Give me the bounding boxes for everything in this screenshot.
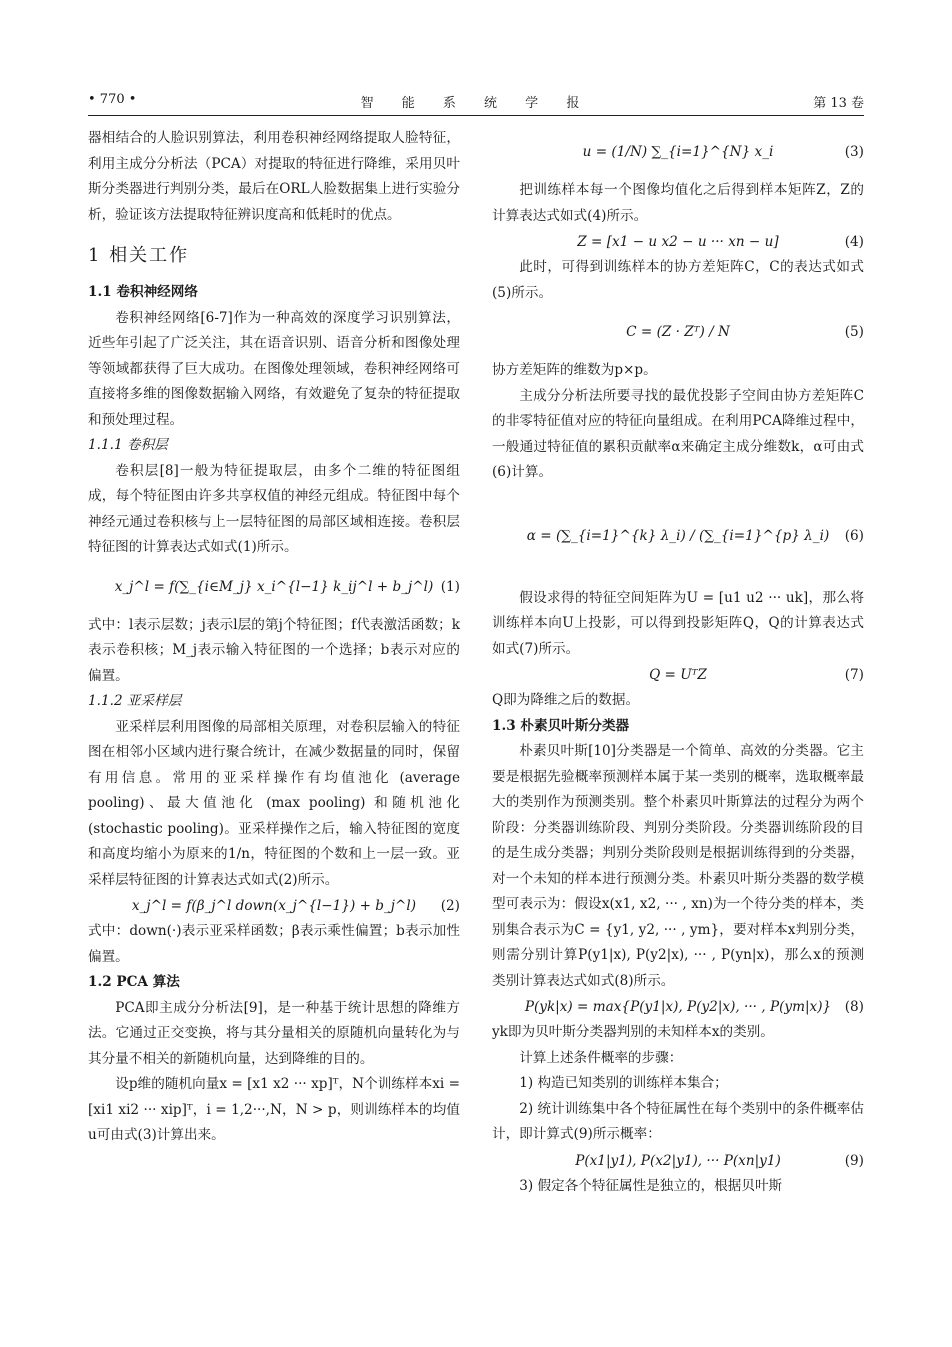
section-1-2-heading: 1.2 PCA 算法 bbox=[88, 974, 180, 990]
equation-4-body: Z = [x1 − u x2 − u ··· xn − u] bbox=[577, 234, 779, 250]
equation-3-number: (3) bbox=[844, 144, 864, 160]
paragraph-projection: 假设求得的特征空间矩阵为U = [u1 u2 ··· uk]，那么将训练样本向U上投影，可以得到投影矩阵Q，Q的计算表达式如式(7)所示。 bbox=[492, 589, 864, 657]
equation-9-number: (9) bbox=[844, 1152, 864, 1169]
volume-label: 第 13 卷 bbox=[813, 96, 864, 111]
paragraph-steps-intro: 计算上述条件概率的步骤： bbox=[519, 1049, 683, 1066]
equation-9-body: P(x1|y1), P(x2|y1), ··· P(xn|y1) bbox=[575, 1152, 781, 1169]
paragraph-eq2-legend: 式中：down(·)表示亚采样函数；β表示乘性偏置；b表示加性偏置。 bbox=[88, 923, 460, 965]
paragraph-pca-setup: 设p维的随机向量x = [x1 x2 ··· xp]ᵀ，N个训练样本xi = [xi1 xi2 ··· xip]ᵀ，i = 1,2···,N，N > p，则训练样本的均值u可由式(3)计算出来。 bbox=[88, 1076, 460, 1143]
paragraph-sample-matrix: 把训练样本每一个图像均值化之后得到样本矩阵Z，Z的计算表达式如式(4)所示。 bbox=[492, 182, 864, 224]
paragraph-covariance: 此时，可得到训练样本的协方差矩阵C，C的表达式如式(5)所示。 bbox=[492, 259, 864, 301]
equation-2-number: (2) bbox=[440, 898, 460, 914]
equation-3-body: u = (1/N) ∑_{i=1}^{N} x_i bbox=[582, 144, 774, 160]
equation-8-body: P(yk|x) = max{P(y1|x), P(y2|x), ··· , P(ym|x)} bbox=[524, 999, 832, 1015]
equation-5-body: C = (Z · Zᵀ) / N bbox=[626, 324, 730, 340]
equation-3 bbox=[492, 126, 864, 178]
equation-6-body: α = (∑_{i=1}^{k} λ_i) / (∑_{i=1}^{p} λ_i) bbox=[526, 527, 830, 544]
equation-7-number: (7) bbox=[844, 667, 864, 683]
paragraph-yk: yk即为贝叶斯分类器判别的未知样本x的类别。 bbox=[492, 1024, 774, 1040]
equation-1-body: x_j^l = f(∑_{i∈M_j} x_i^{l−1} k_ij^l + b_j^l) bbox=[114, 578, 434, 595]
equation-4 bbox=[492, 229, 864, 255]
paragraph-cnn: 卷积神经网络[6-7]作为一种高效的深度学习识别算法，近些年引起了广泛关注，其在语音识别、语音分析和图像处理等领域都获得了巨大成功。在图像处理领域，卷积神经网络可直接将多维的图像数据输入网络，有效避免了复杂的特征提取和预处理过程。 bbox=[88, 309, 460, 428]
left-column bbox=[88, 126, 460, 1149]
paragraph-eq1-legend: 式中：l表示层数；j表示l层的第j个特征图；f代表激活函数；k表示卷积核；M_j表示输入特征图的一个选择；b表示对应的偏置。 bbox=[88, 616, 460, 684]
section-1-1-2-heading: 1.1.2 亚采样层 bbox=[88, 693, 182, 709]
section-1-heading: 1 相关工作 bbox=[88, 245, 190, 266]
page-number: • 770 • bbox=[88, 92, 137, 107]
header-rule bbox=[88, 115, 864, 116]
paragraph-subspace: 主成分分析法所要寻找的最优投影子空间由协方差矩阵C的非零特征值对应的特征向量组成。在利用PCA降维过程中，一般通过特征值的累积贡献率α来确定主成分维数k，α可由式(6)计算。 bbox=[492, 387, 864, 480]
paragraph-cov-dim: 协方差矩阵的维数为p×p。 bbox=[492, 362, 657, 378]
section-1-3-heading: 1.3 朴素贝叶斯分类器 bbox=[492, 717, 630, 734]
journal-name: 智 能 系 统 学 报 bbox=[360, 96, 592, 111]
step-1: 1) 构造已知类别的训练样本集合； bbox=[519, 1075, 728, 1091]
paragraph-naive-bayes: 朴素贝叶斯[10]分类器是一个简单、高效的分类器。它主要是根据先验概率预测样本属于某一类别的概率，选取概率最大的类别作为预测类别。整个朴素贝叶斯算法的过程分为两个阶段：分类器训练阶段、判别分类阶段。分类器训练阶段的目的是生成分类器；判别分类阶段则是根据训练得到的分类器，对一个未知的样本进行预测分类。朴素贝叶斯分类器的数学模型可表示为：假设x(x1, x2, ··· , xn)为一个待分类的样本，类别集合表示为C = {y1, y2, ··· , ym}，要对样本x判别分类，则需分别计算P(y1|x), P(y2|x), ··· , P(yn|x)，那么x的预测类别计算表达式如式(8)所示。 bbox=[492, 743, 864, 989]
right-column bbox=[492, 126, 864, 1199]
intro-paragraph: 器相结合的人脸识别算法，利用卷积神经网络提取人脸特征，利用主成分分析法（PCA）对提取的特征进行降维，采用贝叶斯分类器进行判别分类，最后在ORL人脸数据集上进行实验分析，验证该方法提取特征辨识度高和低耗时的优点。 bbox=[88, 130, 460, 223]
equation-1 bbox=[88, 561, 460, 613]
running-header bbox=[88, 88, 864, 114]
paragraph-reduced-data: Q即为降维之后的数据。 bbox=[492, 692, 640, 708]
equation-7-body: Q = UᵀZ bbox=[649, 667, 707, 683]
step-3: 3) 假定各个特征属性是独立的，根据贝叶斯 bbox=[519, 1177, 783, 1194]
equation-6 bbox=[492, 486, 864, 586]
equation-5-number: (5) bbox=[844, 324, 864, 340]
paragraph-conv-layer: 卷积层[8]一般为特征提取层，由多个二维的特征图组成，每个特征图由许多共享权值的神经元组成。特征图中每个神经元通过卷积核与上一层特征图的局部区域相连接。卷积层特征图的计算表达式如式(1)所示。 bbox=[88, 462, 460, 555]
equation-1-number: (1) bbox=[440, 578, 460, 595]
equation-7 bbox=[492, 662, 864, 688]
step-2: 2) 统计训练集中各个特征属性在每个类别中的条件概率估计，即计算式(9)所示概率： bbox=[492, 1100, 864, 1142]
equation-4-number: (4) bbox=[844, 234, 864, 250]
equation-2-body: x_j^l = f(β_j^l down(x_j^{l−1}) + b_j^l) bbox=[131, 898, 417, 914]
equation-2 bbox=[88, 893, 460, 919]
section-1-1-1-heading: 1.1.1 卷积层 bbox=[88, 437, 168, 453]
paragraph-pca: PCA即主成分分析法[9]，是一种基于统计思想的降维方法。它通过正交变换，将与其分量相关的原随机向量转化为与其分量不相关的新随机向量，达到降维的目的。 bbox=[88, 999, 460, 1067]
equation-5 bbox=[492, 306, 864, 358]
equation-6-number: (6) bbox=[844, 527, 864, 544]
paragraph-subsampling: 亚采样层利用图像的局部相关原理，对卷积层输入的特征图在相邻小区域内进行聚合统计，在减少数据量的同时，保留有用信息。常用的亚采样操作有均值池化 (average pooling)、最大值池化 (max pooling) 和随机池化 (stochastic pooling)。亚采样操作之后，输入特征图的宽度和高度均缩小为原来的1/n，特征图的个数和上一层一致。亚采样层特征图的计算表达式如式(2)所示。 bbox=[88, 718, 460, 888]
equation-8 bbox=[492, 994, 864, 1020]
equation-8-number: (8) bbox=[844, 999, 864, 1015]
section-1-1-heading: 1.1 卷积神经网络 bbox=[88, 284, 198, 300]
equation-9 bbox=[492, 1148, 864, 1174]
